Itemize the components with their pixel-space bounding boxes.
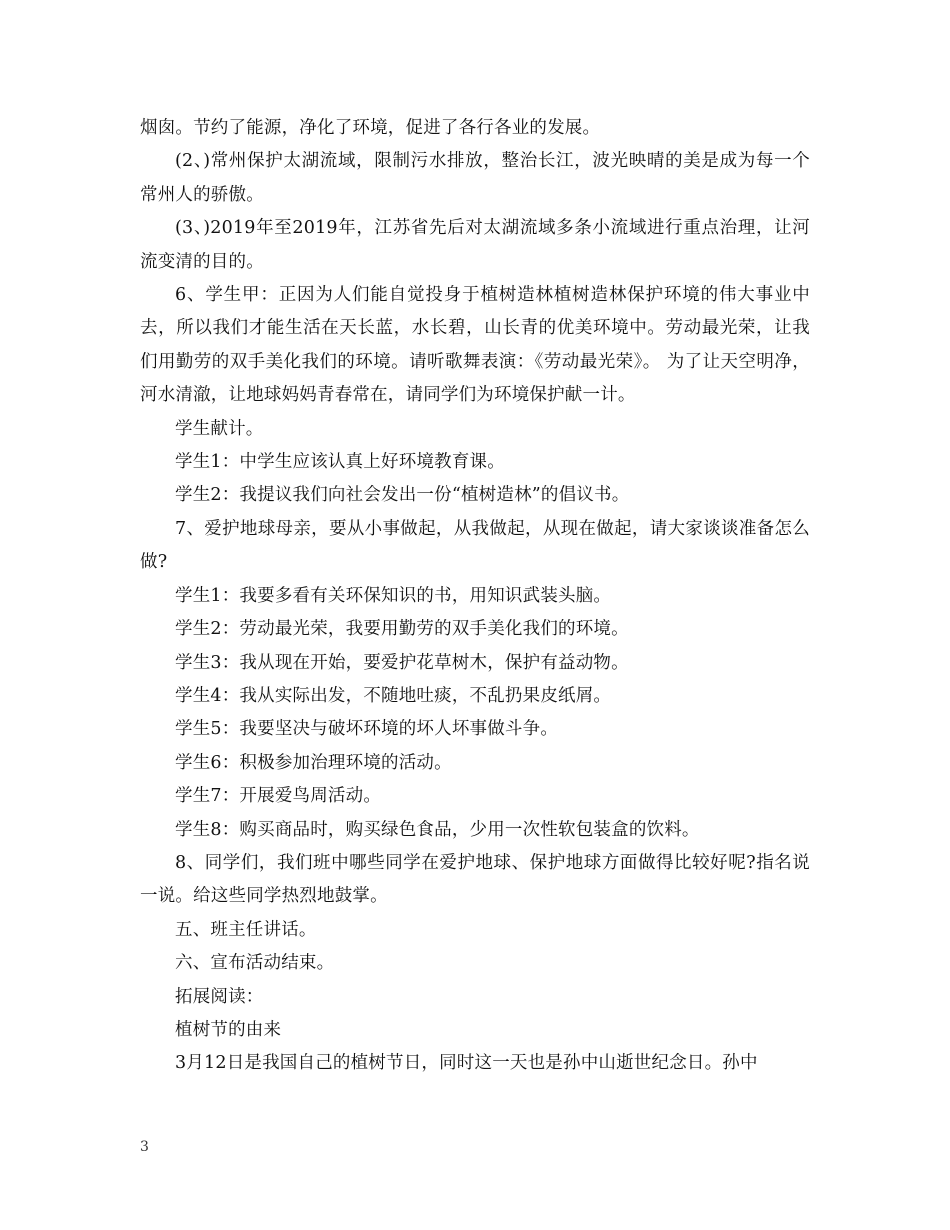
paragraph: 学生5：我要坚决与破坏环境的坏人坏事做斗争。 <box>175 719 559 740</box>
paragraph: 学生献计。 <box>175 418 264 439</box>
paragraph: 烟囱。节约了能源，净化了环境，促进了各行各业的发展。 <box>140 118 601 138</box>
section-heading: 六、宣布活动结束。 <box>175 953 335 974</box>
document-body <box>140 112 810 1081</box>
paragraph: 学生2：劳动最光荣，我要用勤劳的双手美化我们的环境。 <box>175 619 629 640</box>
paragraph: 学生1：中学生应该认真上好环境教育课。 <box>175 452 505 473</box>
paragraph: 学生7：开展爱鸟周活动。 <box>175 786 382 807</box>
section-heading: 植树节的由来 <box>175 1019 282 1040</box>
page-number: 3 <box>140 1139 149 1155</box>
paragraph: 3月12日是我国自己的植树节日，同时这一天也是孙中山逝世纪念日。孙中 <box>175 1053 758 1074</box>
paragraph: 7、爱护地球母亲，要从小事做起，从我做起，从现在做起，请大家谈谈准备怎么做? <box>140 518 810 573</box>
section-heading: 拓展阅读： <box>175 986 264 1007</box>
paragraph: 学生1：我要多看有关环保知识的书，用知识武装头脑。 <box>175 585 612 606</box>
paragraph: (3、)2019年至2019年，江苏省先后对太湖流域多条小流域进行重点治理，让河流变清的目的。 <box>140 218 810 272</box>
paragraph: 学生2：我提议我们向社会发出一份“植树造林”的倡议书。 <box>175 485 630 506</box>
paragraph: 学生6：积极参加治理环境的活动。 <box>175 752 452 773</box>
paragraph: 8、同学们，我们班中哪些同学在爱护地球、保护地球方面做得比较好呢?指名说一说。给这些同学热烈地鼓掌。 <box>140 852 810 907</box>
paragraph: 学生3：我从现在开始，要爱护花草树木，保护有益动物。 <box>175 652 629 673</box>
paragraph: 学生4：我从实际出发，不随地吐痰，不乱扔果皮纸屑。 <box>175 685 612 706</box>
paragraph: (2、)常州保护太湖流域，限制污水排放，整治长江，波光映晴的美是成为每一个常州人的骄傲。 <box>140 151 810 205</box>
section-heading: 五、班主任讲话。 <box>175 919 317 940</box>
paragraph: 6、学生甲：正因为人们能自觉投身于植树造林植树造林保护环境的伟大事业中去，所以我们才能生活在天长蓝，水长碧，山长青的优美环境中。劳动最光荣，让我们用勤劳的双手美化我们的环境。请听歌舞表演：《劳动最光荣》。 为了让天空明净，河水清澈，让地球妈妈青春常在，请同学们为环境保护献一计。 <box>140 285 810 406</box>
paragraph: 学生8：购买商品时，购买绿色食品，少用一次性软包装盒的饮料。 <box>175 819 700 840</box>
